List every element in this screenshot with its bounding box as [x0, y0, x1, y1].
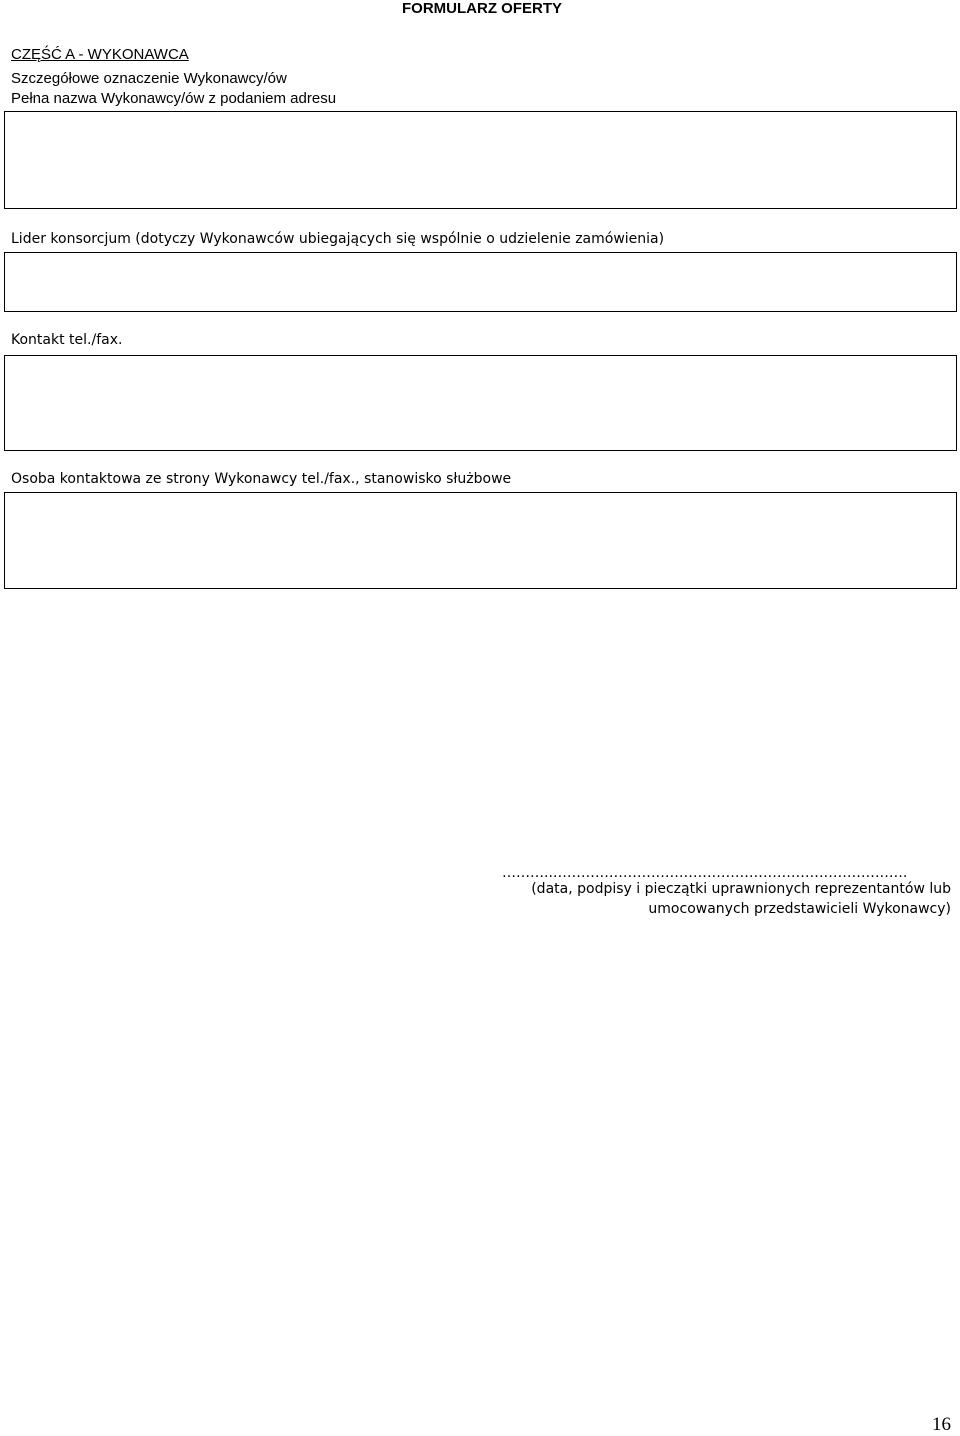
form-title: FORMULARZ OFERTY — [402, 0, 562, 17]
contact-person-field[interactable] — [4, 492, 957, 589]
signature-line: ………..…………………………………………………………………. — [502, 866, 908, 880]
page-number: 16 — [932, 1414, 951, 1435]
contact-person-label: Osoba kontaktowa ze strony Wykonawcy tel./fax., stanowisko służbowe — [11, 471, 512, 487]
fullname-label: Pełna nazwa Wykonawcy/ów z podaniem adresu — [11, 90, 337, 107]
section-heading: CZĘŚĆ A - WYKONAWCA — [11, 46, 189, 63]
contact-field[interactable] — [4, 355, 957, 451]
contact-label: Kontakt tel./fax. — [11, 332, 123, 348]
consortium-leader-field[interactable] — [4, 252, 957, 312]
detail-label: Szczegółowe oznaczenie Wykonawcy/ów — [11, 70, 287, 87]
consortium-leader-label: Lider konsorcjum (dotyczy Wykonawców ubiegających się wspólnie o udzielenie zamówienia) — [11, 231, 665, 247]
contractor-name-field[interactable] — [4, 111, 957, 209]
signature-caption: (data, podpisy i pieczątki uprawnionych reprezentantów lub umocowanych przedstawicieli Wykonawcy) — [531, 881, 951, 917]
